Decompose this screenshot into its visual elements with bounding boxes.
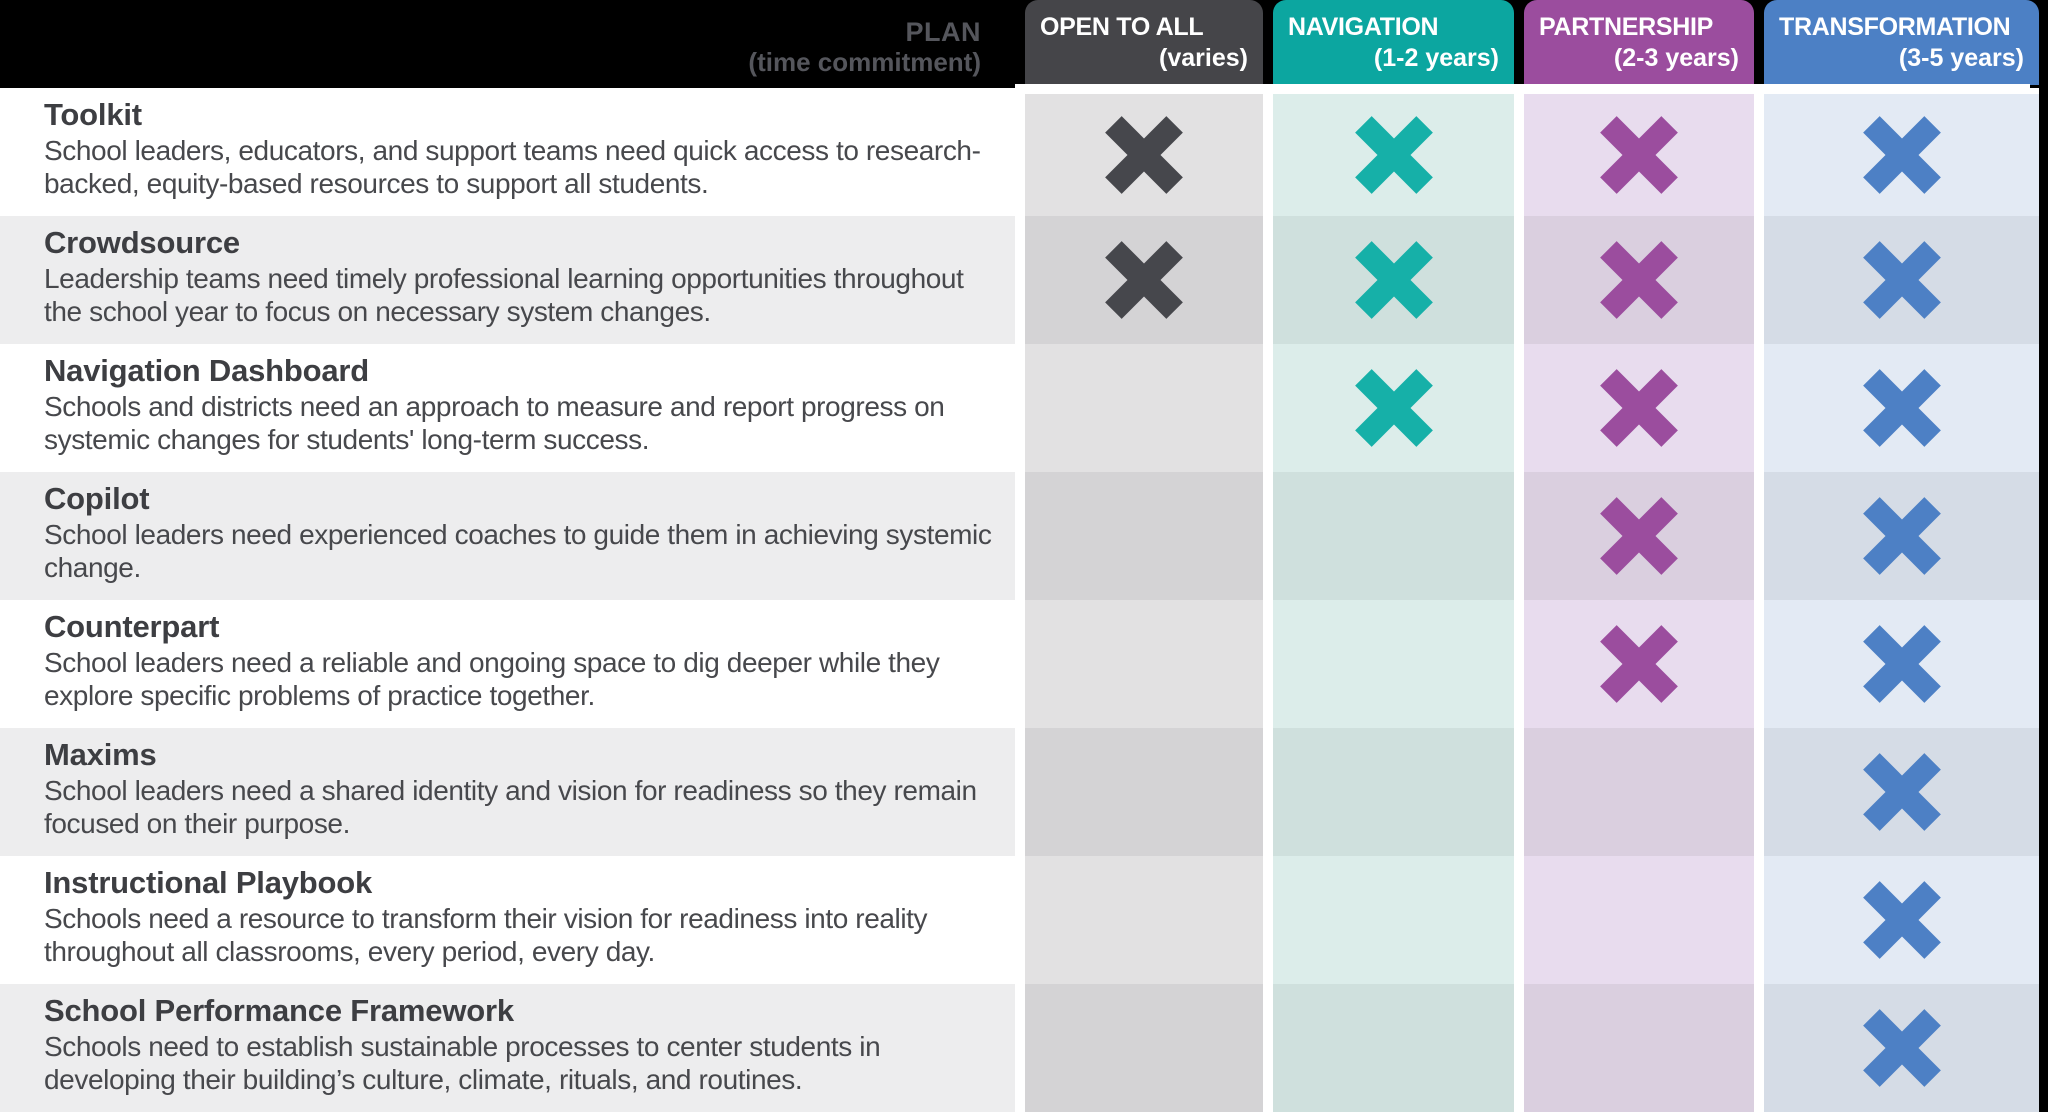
row-title: Toolkit	[44, 97, 142, 132]
x-mark-icon	[1600, 116, 1678, 194]
column-header-sublabel: (1-2 years)	[1373, 43, 1499, 72]
table-row	[0, 472, 2030, 600]
plan-sub-label: (time commitment)	[748, 47, 981, 77]
row-title: School Performance Framework	[44, 993, 514, 1028]
table-row	[0, 216, 2030, 344]
cell-open-to-all	[1025, 344, 1263, 472]
x-mark-icon	[1863, 241, 1941, 319]
x-mark-icon	[1105, 241, 1183, 319]
x-mark-icon	[1863, 116, 1941, 194]
cell-navigation	[1273, 472, 1514, 600]
column-header-partnership	[1524, 0, 1754, 85]
row-title: Counterpart	[44, 609, 220, 644]
cell-transformation	[1764, 856, 2039, 984]
row-title: Crowdsource	[44, 225, 240, 260]
row-description: Schools need to establish sustainable processes to center students in developing their building’s culture, climate, rituals, and routines.	[44, 1031, 881, 1095]
cell-partnership	[1524, 600, 1754, 728]
x-mark-icon	[1600, 497, 1678, 575]
cell-navigation	[1273, 600, 1514, 728]
x-mark-icon	[1355, 116, 1433, 194]
x-mark-icon	[1863, 881, 1941, 959]
cell-transformation	[1764, 88, 2039, 216]
cell-open-to-all	[1025, 728, 1263, 856]
row-label-cell	[0, 728, 1015, 856]
cell-navigation	[1273, 984, 1514, 1112]
row-label-cell	[0, 216, 1015, 344]
x-mark-icon	[1863, 625, 1941, 703]
cell-transformation	[1764, 728, 2039, 856]
cell-transformation	[1764, 472, 2039, 600]
cell-navigation	[1273, 728, 1514, 856]
cell-partnership	[1524, 984, 1754, 1112]
cell-transformation	[1764, 984, 2039, 1112]
row-description: School leaders need a reliable and ongoing space to dig deeper while they explore specific problems of practice together.	[44, 647, 940, 711]
table-row	[0, 728, 2030, 856]
x-mark-icon	[1863, 753, 1941, 831]
table-row	[0, 600, 2030, 728]
column-header-transformation	[1764, 0, 2039, 85]
row-description: Schools need a resource to transform their vision for readiness into reality throughout all classrooms, every period, every day.	[44, 903, 928, 967]
cell-open-to-all	[1025, 600, 1263, 728]
cell-partnership	[1524, 88, 1754, 216]
cell-transformation	[1764, 344, 2039, 472]
row-title: Instructional Playbook	[44, 865, 373, 900]
column-header-label: NAVIGATION	[1288, 12, 1439, 41]
table-row	[0, 344, 2030, 472]
cell-partnership	[1524, 472, 1754, 600]
row-label-cell	[0, 600, 1015, 728]
cell-open-to-all	[1025, 856, 1263, 984]
row-title: Maxims	[44, 737, 157, 772]
column-header-sublabel: (2-3 years)	[1613, 43, 1739, 72]
row-label-cell	[0, 984, 1015, 1112]
cell-partnership	[1524, 344, 1754, 472]
cell-navigation	[1273, 344, 1514, 472]
cell-navigation	[1273, 856, 1514, 984]
cell-transformation	[1764, 600, 2039, 728]
row-description: School leaders need a shared identity and vision for readiness so they remain focused on their purpose.	[44, 775, 977, 839]
row-description: Schools and districts need an approach to measure and report progress on systemic changes for students' long-term success.	[44, 391, 945, 455]
row-description: School leaders, educators, and support teams need quick access to research-backed, equity-based resources to support all students.	[44, 135, 981, 199]
x-mark-icon	[1355, 369, 1433, 447]
cell-partnership	[1524, 856, 1754, 984]
cell-partnership	[1524, 728, 1754, 856]
table-row	[0, 88, 2030, 216]
cell-open-to-all	[1025, 216, 1263, 344]
column-header-label: PARTNERSHIP	[1539, 12, 1714, 41]
header-row	[0, 0, 2048, 85]
row-title: Navigation Dashboard	[44, 353, 369, 388]
plan-header	[0, 0, 1015, 85]
cell-navigation	[1273, 88, 1514, 216]
table-body	[0, 88, 2030, 1112]
cell-navigation	[1273, 216, 1514, 344]
x-mark-icon	[1355, 241, 1433, 319]
row-label-cell	[0, 344, 1015, 472]
x-mark-icon	[1600, 369, 1678, 447]
column-header-sublabel: (varies)	[1159, 43, 1248, 72]
x-mark-icon	[1600, 625, 1678, 703]
row-title: Copilot	[44, 481, 150, 516]
column-header-navigation	[1273, 0, 1514, 85]
x-mark-icon	[1863, 1009, 1941, 1087]
cell-open-to-all	[1025, 984, 1263, 1112]
column-header-open-to-all	[1025, 0, 1263, 85]
row-description: Leadership teams need timely professional learning opportunities throughout the school year to focus on necessary system changes.	[44, 263, 964, 327]
cell-partnership	[1524, 216, 1754, 344]
row-label-cell	[0, 472, 1015, 600]
x-mark-icon	[1600, 241, 1678, 319]
table-row	[0, 856, 2030, 984]
column-header-label: TRANSFORMATION	[1779, 12, 2011, 41]
column-header-label: OPEN TO ALL	[1040, 12, 1204, 41]
row-label-cell	[0, 856, 1015, 984]
cell-transformation	[1764, 216, 2039, 344]
x-mark-icon	[1863, 497, 1941, 575]
row-description: School leaders need experienced coaches to guide them in achieving systemic change.	[44, 519, 992, 583]
table-row	[0, 984, 2030, 1112]
plan-label: PLAN	[905, 17, 981, 47]
x-mark-icon	[1863, 369, 1941, 447]
row-label-cell	[0, 88, 1015, 216]
x-mark-icon	[1105, 116, 1183, 194]
column-header-sublabel: (3-5 years)	[1898, 43, 2024, 72]
cell-open-to-all	[1025, 88, 1263, 216]
cell-open-to-all	[1025, 472, 1263, 600]
